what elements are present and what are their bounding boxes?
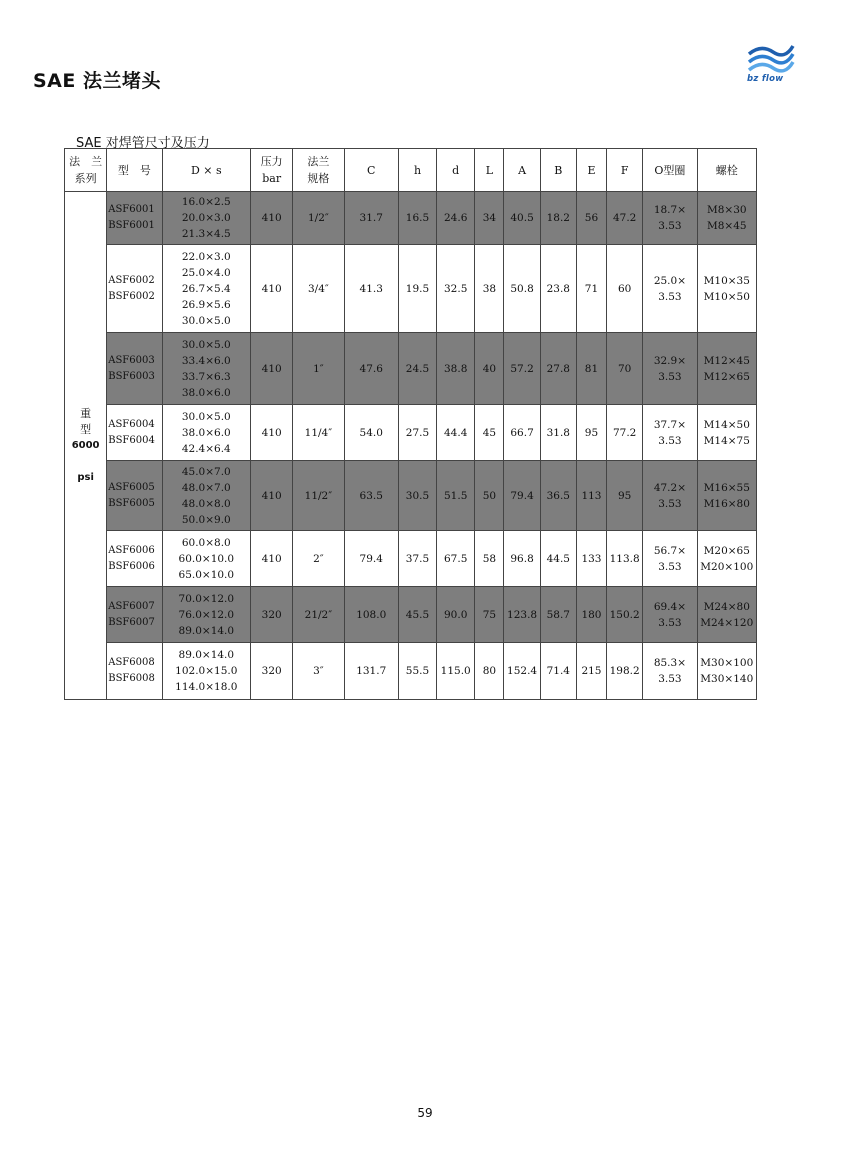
oring-value: 18.7× (653, 204, 686, 216)
dxs-value: 33.4×6.0 (181, 354, 231, 367)
model-cell (107, 531, 162, 587)
cell-b: 71.4 (540, 643, 576, 700)
dxs-cell (162, 405, 251, 461)
oring-value: 56.7× (653, 544, 686, 557)
bolt-value: M24×120 (700, 616, 754, 629)
cell-a: 96.8 (504, 531, 540, 587)
table-row (65, 587, 757, 643)
column-header (107, 149, 162, 192)
dxs-value: 30.0×5.0 (181, 338, 231, 351)
table-row (65, 643, 757, 700)
page-number: 59 (417, 1106, 433, 1120)
dxs-cell (162, 245, 251, 333)
dxs-cell (162, 192, 251, 245)
bolt-value: M10×50 (703, 290, 750, 303)
column-header-label: L (485, 163, 494, 177)
cell-d: 24.6 (437, 192, 475, 245)
cell-l: 58 (475, 531, 504, 587)
oring-cell (643, 587, 697, 643)
cell-pressure: 320 (251, 643, 293, 700)
column-header-label: A (518, 163, 527, 177)
bolt-cell (697, 405, 756, 461)
bolt-cell (697, 587, 756, 643)
dxs-value: 25.0×4.0 (181, 266, 231, 279)
model-number: BSF6007 (108, 616, 155, 628)
cell-a: 123.8 (504, 587, 540, 643)
oring-value: 32.9× (653, 354, 686, 367)
column-header-sublabel: 规格 (307, 172, 330, 185)
cell-e: 95 (576, 405, 606, 461)
dxs-value: 70.0×12.0 (178, 592, 235, 605)
bolt-cell (697, 333, 756, 405)
dxs-value: 76.0×12.0 (178, 608, 235, 621)
series-label: 型 (80, 422, 92, 436)
model-number: ASF6002 (108, 274, 155, 286)
oring-value: 47.2× (653, 481, 686, 494)
column-header (607, 149, 643, 192)
dxs-value: 16.0×2.5 (181, 196, 231, 208)
dxs-cell (162, 531, 251, 587)
table-row (65, 245, 757, 333)
cell-a: 40.5 (504, 192, 540, 245)
column-header (475, 149, 504, 192)
cell-l: 45 (475, 405, 504, 461)
oring-value: 3.53 (658, 290, 682, 303)
oring-value: 69.4× (653, 600, 686, 613)
dxs-value: 30.0×5.0 (181, 410, 231, 423)
cell-c: 79.4 (344, 531, 398, 587)
series-label: 重 (80, 406, 92, 420)
dxs-value: 60.0×10.0 (178, 552, 235, 565)
oring-cell (643, 531, 697, 587)
cell-c: 108.0 (344, 587, 398, 643)
cell-e: 56 (576, 192, 606, 245)
cell-pressure: 410 (251, 333, 293, 405)
bolt-cell (697, 245, 756, 333)
cell-l: 80 (475, 643, 504, 700)
oring-value: 25.0× (653, 274, 686, 287)
cell-a: 152.4 (504, 643, 540, 700)
model-number: ASF6003 (108, 354, 155, 366)
bolt-value: M30×140 (700, 673, 754, 685)
cell-e: 71 (576, 245, 606, 333)
column-header (398, 149, 436, 192)
oring-value: 3.53 (658, 616, 682, 629)
column-header (504, 149, 540, 192)
model-number: ASF6005 (108, 481, 155, 493)
bolt-value: M14×50 (703, 418, 750, 431)
dxs-value: 60.0×8.0 (181, 536, 231, 549)
column-header (293, 149, 344, 192)
cell-d: 67.5 (437, 531, 475, 587)
model-number: ASF6006 (108, 544, 155, 556)
cell-spec: 3/4″ (293, 245, 344, 333)
oring-value: 3.53 (658, 497, 682, 510)
oring-cell (643, 643, 697, 700)
table-row (65, 333, 757, 405)
dxs-cell (162, 333, 251, 405)
cell-c: 47.6 (344, 333, 398, 405)
model-cell (107, 587, 162, 643)
cell-h: 24.5 (398, 333, 436, 405)
dxs-value: 65.0×10.0 (178, 568, 235, 581)
cell-f: 60 (607, 245, 643, 333)
column-header-label: 螺栓 (715, 163, 738, 177)
cell-c: 54.0 (344, 405, 398, 461)
cell-l: 34 (475, 192, 504, 245)
dxs-value: 114.0×18.0 (175, 681, 238, 693)
column-header (162, 149, 251, 192)
bolt-value: M8×30 (706, 204, 747, 216)
oring-cell (643, 333, 697, 405)
dxs-value: 48.0×7.0 (181, 481, 231, 494)
bolt-value: M16×80 (703, 497, 750, 510)
dxs-cell (162, 587, 251, 643)
column-header-label: 法 兰 (69, 155, 103, 168)
oring-value: 3.53 (658, 673, 682, 685)
oring-value: 3.53 (658, 220, 682, 232)
cell-b: 44.5 (540, 531, 576, 587)
cell-c: 131.7 (344, 643, 398, 700)
oring-value: 3.53 (658, 434, 682, 447)
table-caption: SAE 对焊管尺寸及压力 (76, 136, 210, 151)
cell-d: 44.4 (437, 405, 475, 461)
column-header-label: 型 号 (117, 163, 151, 177)
cell-l: 40 (475, 333, 504, 405)
column-header (643, 149, 697, 192)
model-cell (107, 245, 162, 333)
oring-cell (643, 405, 697, 461)
cell-f: 150.2 (607, 587, 643, 643)
model-number: BSF6006 (108, 560, 155, 572)
column-header (697, 149, 756, 192)
cell-c: 63.5 (344, 461, 398, 531)
column-header-sublabel: bar (262, 172, 282, 185)
dxs-value: 42.4×6.4 (181, 442, 231, 455)
column-header-label: h (413, 163, 422, 177)
dxs-value: 26.7×5.4 (181, 282, 231, 295)
column-header (251, 149, 293, 192)
cell-h: 19.5 (398, 245, 436, 333)
dxs-value: 89.0×14.0 (178, 649, 235, 661)
cell-e: 113 (576, 461, 606, 531)
bolt-value: M30×100 (700, 657, 754, 669)
series-label: psi (77, 471, 94, 483)
cell-e: 133 (576, 531, 606, 587)
bolt-value: M12×45 (703, 354, 750, 367)
cell-h: 37.5 (398, 531, 436, 587)
cell-pressure: 410 (251, 192, 293, 245)
cell-f: 47.2 (607, 192, 643, 245)
column-header-label: F (620, 163, 629, 177)
series-label: 6000 (71, 439, 100, 451)
cell-spec: 2″ (293, 531, 344, 587)
column-header-label: 压力 (260, 155, 283, 168)
bolt-cell (697, 531, 756, 587)
cell-b: 58.7 (540, 587, 576, 643)
dxs-value: 50.0×9.0 (181, 513, 231, 526)
model-number: BSF6002 (108, 290, 155, 302)
cell-e: 215 (576, 643, 606, 700)
bolt-cell (697, 192, 756, 245)
dxs-cell (162, 461, 251, 531)
cell-c: 31.7 (344, 192, 398, 245)
cell-d: 32.5 (437, 245, 475, 333)
oring-cell (643, 245, 697, 333)
model-number: BSF6004 (108, 434, 155, 446)
cell-f: 113.8 (607, 531, 643, 587)
cell-e: 81 (576, 333, 606, 405)
table-row (65, 192, 757, 245)
dxs-value: 38.0×6.0 (181, 426, 231, 439)
dxs-value: 20.0×3.0 (181, 212, 231, 224)
column-header-sublabel: 系列 (74, 172, 97, 185)
dxs-value: 22.0×3.0 (181, 250, 231, 263)
cell-d: 90.0 (437, 587, 475, 643)
cell-spec: 3″ (293, 643, 344, 700)
model-cell (107, 192, 162, 245)
model-number: BSF6001 (108, 220, 155, 231)
oring-value: 3.53 (658, 560, 682, 573)
oring-cell (643, 461, 697, 531)
cell-a: 57.2 (504, 333, 540, 405)
cell-h: 55.5 (398, 643, 436, 700)
model-number: ASF6008 (108, 657, 155, 668)
bolt-value: M24×80 (703, 600, 750, 613)
model-number: BSF6003 (108, 370, 155, 382)
model-number: ASF6004 (108, 418, 155, 430)
dxs-cell (162, 643, 251, 700)
column-header-label: E (587, 163, 596, 177)
cell-f: 77.2 (607, 405, 643, 461)
column-header (344, 149, 398, 192)
cell-spec: 1/2″ (293, 192, 344, 245)
model-cell (107, 643, 162, 700)
cell-l: 75 (475, 587, 504, 643)
model-cell (107, 461, 162, 531)
series-cell (65, 192, 107, 700)
cell-f: 70 (607, 333, 643, 405)
cell-e: 180 (576, 587, 606, 643)
column-header-label: B (554, 163, 563, 177)
dxs-value: 33.7×6.3 (181, 370, 231, 383)
cell-f: 198.2 (607, 643, 643, 700)
dxs-value: 26.9×5.6 (181, 298, 231, 311)
cell-a: 79.4 (504, 461, 540, 531)
table-row (65, 461, 757, 531)
dxs-value: 48.0×8.0 (181, 497, 231, 510)
column-header (576, 149, 606, 192)
cell-l: 38 (475, 245, 504, 333)
bolt-value: M12×65 (703, 370, 750, 383)
dxs-value: 45.0×7.0 (181, 465, 231, 478)
model-number: BSF6005 (108, 497, 155, 509)
page-title: SAE 法兰堵头 (33, 70, 161, 92)
dxs-value: 30.0×5.0 (181, 314, 231, 327)
bolt-cell (697, 643, 756, 700)
cell-pressure: 320 (251, 587, 293, 643)
cell-a: 66.7 (504, 405, 540, 461)
cell-h: 45.5 (398, 587, 436, 643)
cell-b: 23.8 (540, 245, 576, 333)
column-header-label: O型圈 (654, 163, 686, 177)
cell-d: 115.0 (437, 643, 475, 700)
dxs-value: 38.0×6.0 (181, 386, 231, 399)
table-row (65, 531, 757, 587)
cell-l: 50 (475, 461, 504, 531)
column-header (65, 149, 107, 192)
cell-h: 27.5 (398, 405, 436, 461)
cell-h: 30.5 (398, 461, 436, 531)
cell-spec: 21/2″ (293, 587, 344, 643)
model-cell (107, 333, 162, 405)
column-header-label: C (367, 163, 376, 177)
oring-cell (643, 192, 697, 245)
bolt-value: M14×75 (703, 434, 750, 447)
cell-spec: 1″ (293, 333, 344, 405)
cell-d: 38.8 (437, 333, 475, 405)
cell-pressure: 410 (251, 461, 293, 531)
cell-b: 18.2 (540, 192, 576, 245)
column-header-label: d (452, 163, 460, 177)
bolt-value: M8×45 (706, 220, 747, 232)
cell-b: 31.8 (540, 405, 576, 461)
table-row (65, 405, 757, 461)
bolt-cell (697, 461, 756, 531)
cell-b: 36.5 (540, 461, 576, 531)
bolt-value: M10×35 (703, 274, 750, 287)
cell-a: 50.8 (504, 245, 540, 333)
cell-c: 41.3 (344, 245, 398, 333)
dxs-value: 21.3×4.5 (181, 228, 231, 240)
model-number: ASF6001 (108, 204, 155, 215)
cell-h: 16.5 (398, 192, 436, 245)
column-header (437, 149, 475, 192)
column-header-label: D × s (190, 163, 222, 177)
cell-d: 51.5 (437, 461, 475, 531)
dxs-value: 102.0×15.0 (175, 665, 238, 677)
cell-pressure: 410 (251, 531, 293, 587)
cell-f: 95 (607, 461, 643, 531)
cell-pressure: 410 (251, 245, 293, 333)
model-cell (107, 405, 162, 461)
cell-spec: 11/2″ (293, 461, 344, 531)
cell-b: 27.8 (540, 333, 576, 405)
oring-value: 85.3× (653, 657, 686, 669)
column-header (540, 149, 576, 192)
oring-value: 37.7× (653, 418, 686, 431)
spec-table (64, 148, 757, 700)
bolt-value: M20×100 (700, 560, 754, 573)
model-number: ASF6007 (108, 600, 155, 612)
bolt-value: M20×65 (703, 544, 750, 557)
cell-spec: 11/4″ (293, 405, 344, 461)
header-row (65, 149, 757, 192)
model-number: BSF6008 (108, 673, 155, 684)
dxs-value: 89.0×14.0 (178, 624, 235, 637)
column-header-label: 法兰 (307, 155, 330, 168)
oring-value: 3.53 (658, 370, 682, 383)
bolt-value: M16×55 (703, 481, 750, 494)
cell-pressure: 410 (251, 405, 293, 461)
logo-text: bz flow (747, 74, 784, 84)
